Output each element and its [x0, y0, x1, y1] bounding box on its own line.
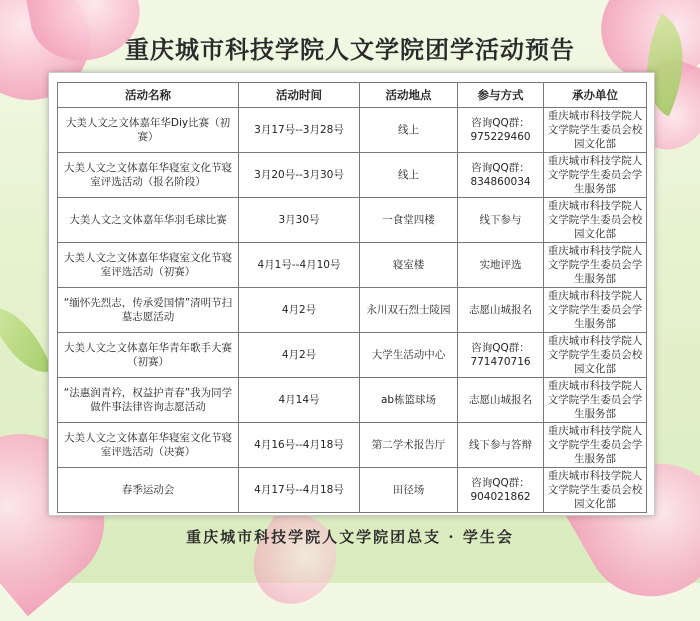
activity-time: 3月30号: [239, 198, 360, 243]
activity-time: 3月17号--3月28号: [239, 108, 360, 153]
activity-time: 4月2号: [239, 333, 360, 378]
activity-name: “缅怀先烈志，传承爱国情”清明节扫墓志愿活动: [58, 288, 239, 333]
activity-name: 大美人文之文体嘉年华Diy比赛（初赛）: [58, 108, 239, 153]
organizer: 重庆城市科技学院人文学院学生委员会学生服务部: [544, 153, 647, 198]
participation-method: 志愿山城报名: [458, 378, 544, 423]
schedule-table: [57, 82, 647, 513]
participation-method: 咨询QQ群：834860034: [458, 153, 544, 198]
activity-place: 大学生活动中心: [360, 333, 458, 378]
participation-method: 咨询QQ群：771470716: [458, 333, 544, 378]
column-header: 承办单位: [544, 83, 647, 108]
activity-place: 线上: [360, 153, 458, 198]
activity-name: 大美人文之文体嘉年华羽毛球比赛: [58, 198, 239, 243]
table-row: [58, 288, 647, 333]
column-header: 活动名称: [58, 83, 239, 108]
activity-time: 4月1号--4月10号: [239, 243, 360, 288]
column-header: 参与方式: [458, 83, 544, 108]
activity-name: 大美人文之文体嘉年华寝室文化节寝室评选活动（初赛）: [58, 243, 239, 288]
organizer: 重庆城市科技学院人文学院学生委员会校园文化部: [544, 108, 647, 153]
activity-name: 大美人文之文体嘉年华寝室文化节寝室评选活动（报名阶段）: [58, 153, 239, 198]
table-row: [58, 423, 647, 468]
activity-place: 线上: [360, 108, 458, 153]
page-title: 重庆城市科技学院人文学院团学活动预告: [125, 35, 575, 64]
activity-place: 田径场: [360, 468, 458, 513]
table-row: [58, 333, 647, 378]
flower-petal-decoration: [238, 501, 352, 619]
participation-method: 实地评选: [458, 243, 544, 288]
organizer: 重庆城市科技学院人文学院学生委员会学生服务部: [544, 378, 647, 423]
organizer: 重庆城市科技学院人文学院学生委员会学生服务部: [544, 423, 647, 468]
organizer: 重庆城市科技学院人文学院学生委员会学生服务部: [544, 288, 647, 333]
schedule-card: [48, 72, 655, 516]
table-header-row: [58, 83, 647, 108]
organizer: 重庆城市科技学院人文学院学生委员会校园文化部: [544, 333, 647, 378]
organizer: 重庆城市科技学院人文学院学生委员会校园文化部: [544, 198, 647, 243]
column-header: 活动时间: [239, 83, 360, 108]
activity-time: 4月16号--4月18号: [239, 423, 360, 468]
activity-place: ab栋篮球场: [360, 378, 458, 423]
column-header: 活动地点: [360, 83, 458, 108]
participation-method: 线下参与答辩: [458, 423, 544, 468]
table-row: [58, 243, 647, 288]
activity-name: 大美人文之文体嘉年华寝室文化节寝室评选活动（决赛）: [58, 423, 239, 468]
organizer: 重庆城市科技学院人文学院学生委员会校园文化部: [544, 468, 647, 513]
organizer: 重庆城市科技学院人文学院学生委员会学生服务部: [544, 243, 647, 288]
activity-time: 4月14号: [239, 378, 360, 423]
participation-method: 咨询QQ群：904021862: [458, 468, 544, 513]
activity-name: 春季运动会: [58, 468, 239, 513]
participation-method: 线下参与: [458, 198, 544, 243]
activity-name: 大美人文之文体嘉年华青年歌手大赛（初赛）: [58, 333, 239, 378]
table-row: [58, 153, 647, 198]
activity-place: 第二学术报告厅: [360, 423, 458, 468]
table-row: [58, 108, 647, 153]
table-row: [58, 198, 647, 243]
participation-method: 志愿山城报名: [458, 288, 544, 333]
activity-name: “法惠润青衿，权益护青春”我为同学做件事法律咨询志愿活动: [58, 378, 239, 423]
leaf-decoration: [0, 296, 52, 385]
footer-organization: 重庆城市科技学院人文学院团总支 · 学生会: [186, 528, 514, 546]
activity-time: 3月20号--3月30号: [239, 153, 360, 198]
activity-time: 4月2号: [239, 288, 360, 333]
activity-place: 寝室楼: [360, 243, 458, 288]
activity-time: 4月17号--4月18号: [239, 468, 360, 513]
participation-method: 咨询QQ群：975229460: [458, 108, 544, 153]
table-row: [58, 468, 647, 513]
activity-place: 永川双石烈士陵园: [360, 288, 458, 333]
table-row: [58, 378, 647, 423]
activity-place: 一食堂四楼: [360, 198, 458, 243]
